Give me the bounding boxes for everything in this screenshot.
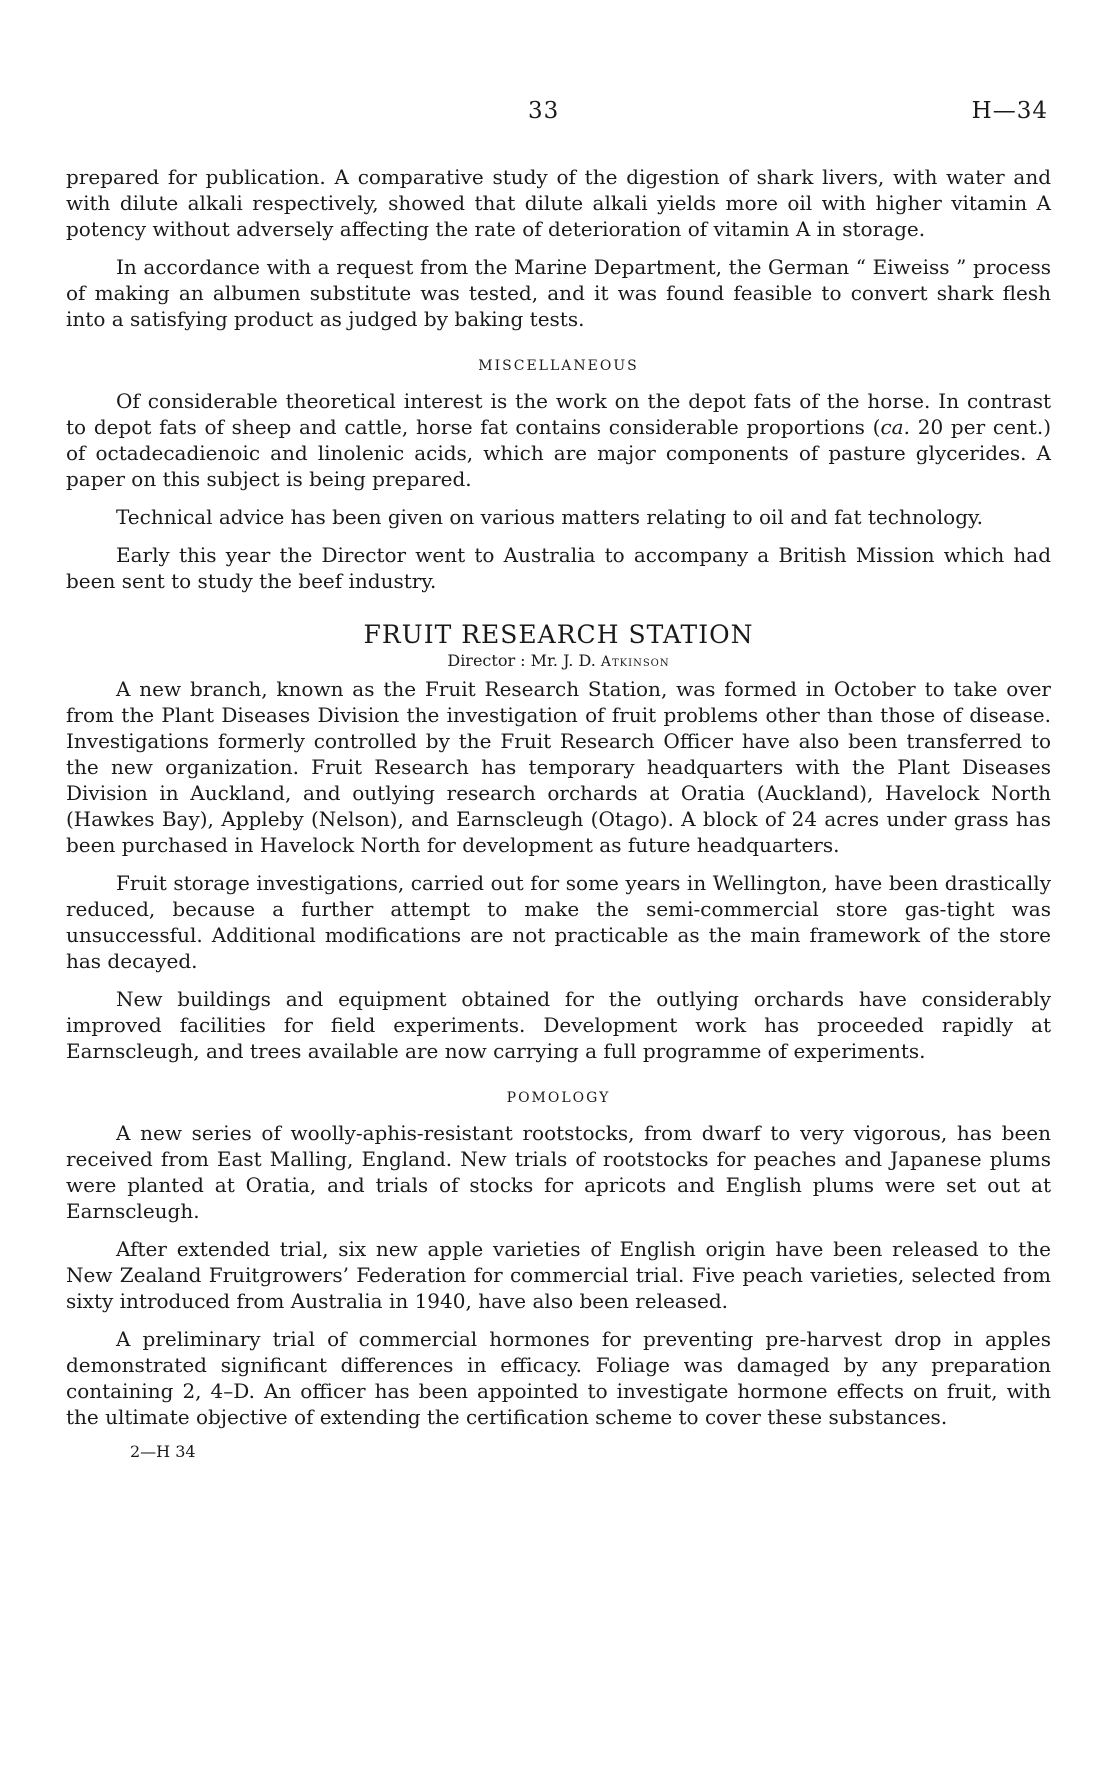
page-body — [66, 164, 1051, 1461]
paragraph-hormones: A preliminary trial of commercial hormones for preventing pre-harvest drop in apples demonstrated significant differences in efficacy. Foliage was damaged by any preparation containing 2, 4–D. An officer has been appointed to investigate hormone effects on fruit, with the ultimate objective of extending the certification scheme to cover these substances. — [66, 1327, 1051, 1429]
signature-mark: 2—H 34 — [130, 1442, 196, 1461]
director-label: Director : Mr. J. D. — [447, 651, 601, 670]
director-line — [66, 651, 1051, 670]
document-page — [66, 0, 1051, 1781]
page-number: 33 — [528, 98, 560, 124]
paragraph-technical-advice: Technical advice has been given on various matters relating to oil and fat technology. — [116, 505, 983, 529]
paragraph-fruit-storage: Fruit storage investigations, carried out for some years in Wellington, have been drastically reduced, because a further attempt to make the semi-commercial store gas-tight was unsuccessful. Additional modifications are not practicable as the main framework of the store has decayed. — [66, 871, 1051, 973]
document-code: H—34 — [971, 98, 1048, 124]
paragraph-apple-varieties: After extended trial, six new apple varieties of English origin have been released to the New Zealand Fruitgrowers’ Federation for commercial trial. Five peach varieties, selected from sixty introduced from Australia in 1940, have also been released. — [66, 1237, 1051, 1313]
section-heading-miscellaneous: MISCELLANEOUS — [478, 358, 639, 374]
paragraph-new-buildings: New buildings and equipment obtained for the outlying orchards have considerably improved facilities for field experiments. Development work has proceeded rapidly at Earnscleugh, and trees available are now carrying a full programme of experiments. — [66, 987, 1051, 1063]
section-title-fruit-research-station: FRUIT RESEARCH STATION — [363, 620, 754, 649]
paragraph-horse-fats-text-1: Of considerable theoretical interest is the work on the depot fats of the horse. In contrast to depot fats of sheep and cattle, horse fat contains considerable proportions ( — [66, 389, 1051, 439]
paragraph-horse-fats — [66, 388, 1051, 492]
paragraph-rootstocks: A new series of woolly-aphis-resistant rootstocks, from dwarf to very vigorous, has been received from East Malling, England. New trials of rootstocks for peaches and Japanese plums were planted at Oratia, and trials of stocks for apricots and English plums were set out at Earnscleugh. — [66, 1121, 1051, 1223]
section-heading-pomology: POMOLOGY — [506, 1090, 611, 1106]
page-header — [66, 98, 1051, 128]
paragraph-new-branch: A new branch, known as the Fruit Research Station, was formed in October to take over from the Plant Diseases Division the investigation of fruit problems other than those of disease. Investigations formerly controlled by the Fruit Research Officer have also been transferred to the new organization. Fruit Research has temporary headquarters with the Plant Diseases Division in Auckland, and outlying research orchards at Oratia (Auckland), Havelock North (Hawkes Bay), Appleby (Nelson), and Earnscleugh (Otago). A block of 24 acres under grass has been purchased in Havelock North for development as future headquarters. — [66, 677, 1051, 857]
director-name: Atkinson — [600, 654, 670, 670]
paragraph-horse-fats-text-2: 20 per cent.) of octadecadienoic and linolenic acids, which are major components of pasture glycerides. A paper on this subject is being prepared. — [66, 415, 1051, 491]
paragraph-director-australia: Early this year the Director went to Australia to accompany a British Mission which had been sent to study the beef industry. — [66, 543, 1051, 593]
paragraph-shark-liver: prepared for publication. A comparative study of the digestion of shark livers, with water and with dilute alkali respectively, showed that dilute alkali yields more oil with higher vitamin A potency without adversely affecting the rate of deterioration of vitamin A in storage. — [66, 165, 1051, 241]
paragraph-horse-fats-ca: ca. — [880, 415, 910, 439]
paragraph-eiweiss-process: In accordance with a request from the Marine Department, the German “ Eiweiss ” process of making an albumen substitute was tested, and it was found feasible to convert shark flesh into a satisfying product as judged by baking tests. — [66, 255, 1051, 331]
